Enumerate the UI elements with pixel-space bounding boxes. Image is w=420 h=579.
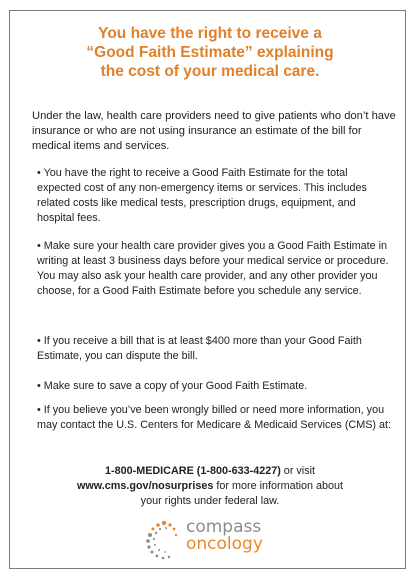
logo-word-oncology: oncology bbox=[186, 534, 263, 554]
website-suffix: for more information about bbox=[213, 480, 344, 492]
bullet-1: • You have the right to receive a Good Faith Estimate for the total expected cost of any non-emergency items or services. This includes related costs like medical tests, prescription drugs, equipment, and hospital fees. bbox=[37, 167, 367, 224]
title-line-1: You have the right to receive a bbox=[98, 25, 322, 42]
bullet-3: • If you receive a bill that is at least $400 more than your Good Faith Estimate, you can dispute the bill. bbox=[37, 335, 362, 362]
phone-number: 1-800-MEDICARE (1-800-633-4227) bbox=[104, 465, 281, 477]
bullet-2: • Make sure your health care provider gives you a Good Faith Estimate in writing at least 3 business days before your medical service or procedure. You may also ask your health care provider, and any other provider you choose, for a Good Faith Estimate before you schedule any service. bbox=[37, 240, 389, 297]
contact-line-3: your rights under federal law. bbox=[140, 495, 280, 507]
title-line-3: the cost of your medical care. bbox=[100, 63, 320, 80]
compass-oncology-logo bbox=[140, 517, 290, 561]
logo-word-compass: compass bbox=[186, 517, 262, 537]
website-link[interactable]: www.cms.gov/nosurprises bbox=[76, 480, 214, 492]
title-line-2: “Good Faith Estimate” explaining bbox=[86, 44, 334, 61]
bullet-5: • If you believe you’ve been wrongly billed or need more information, you may contact the U.S. Centers for Medicare & Medicaid Services (CMS) at: bbox=[37, 404, 392, 431]
contact-block bbox=[0, 464, 420, 509]
or-visit-text: or visit bbox=[280, 465, 316, 477]
compass-dots-icon bbox=[140, 517, 188, 565]
page-title bbox=[0, 24, 420, 81]
bullet-4: • Make sure to save a copy of your Good Faith Estimate. bbox=[37, 380, 308, 392]
logo-wordmark bbox=[186, 519, 263, 553]
intro-paragraph: Under the law, health care providers need to give patients who don’t have insurance or who are not using insurance an estimate of the bill for medical items and services. bbox=[32, 110, 396, 152]
